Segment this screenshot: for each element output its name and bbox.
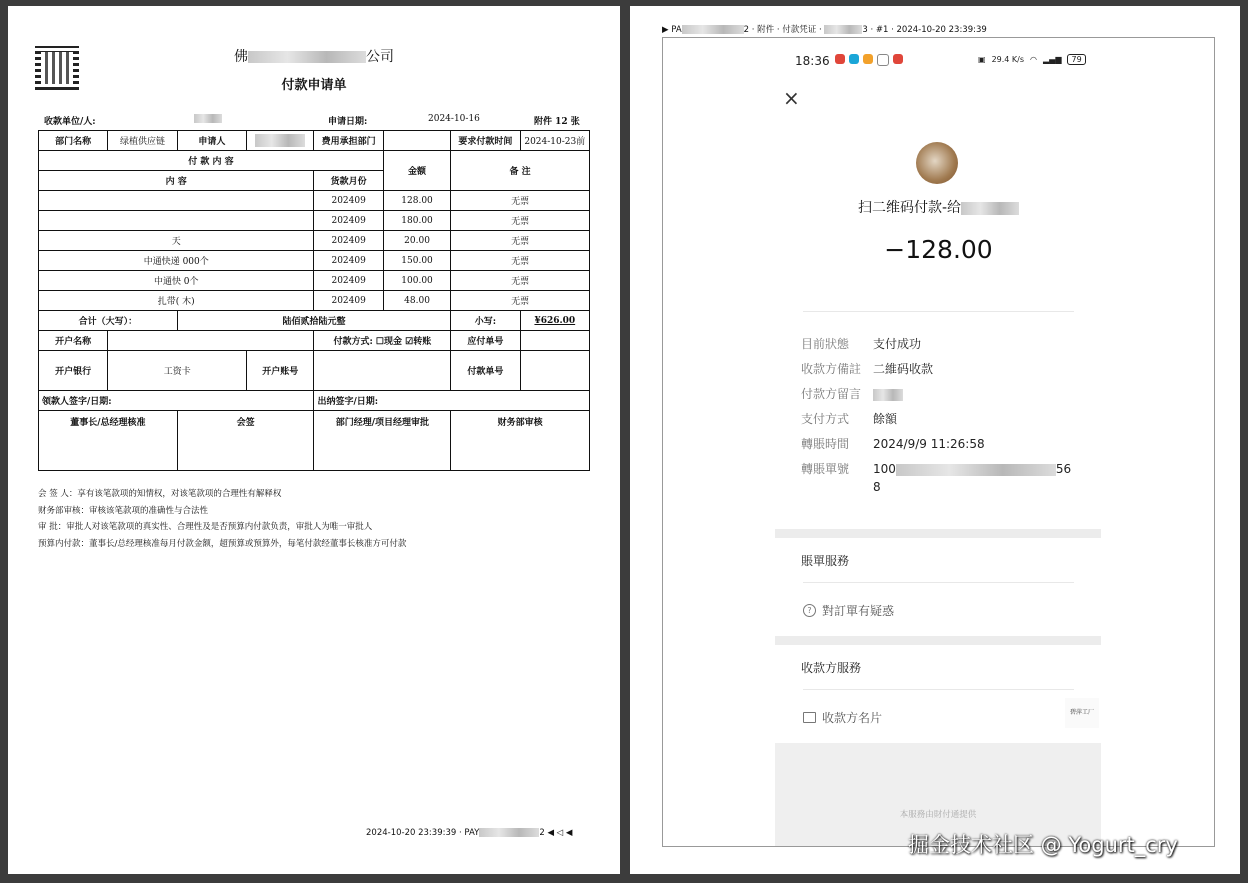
table-row — [39, 291, 590, 311]
status-right — [978, 54, 1086, 65]
detail-row — [801, 335, 921, 352]
redacted-company — [248, 51, 366, 63]
provider-note: 本服務由財付通提供 — [899, 810, 977, 820]
bank-label: 开户银行 — [39, 351, 108, 391]
note-line: 审 批：审批人对该笔款项的真实性、合理性及是否预算内付款负责，审批人为唯一审批人 — [38, 522, 373, 532]
redacted-header-id2 — [824, 25, 862, 34]
item-remark: 无票 — [451, 291, 590, 311]
battery-icon: 79 — [1067, 54, 1085, 65]
redacted-payee — [194, 114, 222, 123]
divider — [803, 689, 1074, 690]
cost-dept-label: 费用承担部门 — [314, 131, 383, 151]
item-name — [39, 191, 314, 211]
item-remark: 无票 — [451, 251, 590, 271]
apply-date-label: 申请日期: — [328, 117, 368, 127]
table-row — [39, 271, 590, 291]
payable-no-label: 应付单号 — [451, 331, 520, 351]
pay-no-label: 付款单号 — [451, 351, 520, 391]
item-name: 中通快 0个 — [39, 271, 314, 291]
nfc-icon: ▣ — [978, 55, 986, 64]
item-month: 202409 — [314, 251, 383, 271]
detail-value: 2024/9/9 11:26:58 — [873, 437, 985, 451]
detail-key: 轉賬單號 — [801, 462, 850, 476]
detail-value: 二維码收款 — [873, 362, 934, 376]
bill-question-link[interactable] — [803, 602, 894, 619]
cash-label: 现金 — [384, 337, 403, 347]
footer-pay: PAY — [464, 828, 480, 838]
company-name — [8, 46, 620, 66]
item-amount: 128.00 — [383, 191, 450, 211]
redacted-applicant — [255, 134, 305, 147]
order-prefix: 100 — [873, 462, 896, 476]
account-name-value — [108, 331, 314, 351]
amount-header: 金额 — [383, 151, 450, 191]
detail-row — [801, 385, 903, 402]
approve-finance: 财务部审核 — [451, 411, 590, 471]
item-name — [39, 211, 314, 231]
close-icon[interactable]: × — [783, 86, 800, 110]
item-amount: 150.00 — [383, 251, 450, 271]
redacted-message — [873, 389, 903, 401]
item-month: 202409 — [314, 271, 383, 291]
dept-label: 部门名称 — [39, 131, 108, 151]
content-header: 付 款 内 容 — [39, 151, 384, 171]
item-name: 天 — [39, 231, 314, 251]
divider — [803, 582, 1074, 583]
merchant-logo: 碧萍工厂 — [1065, 698, 1099, 728]
small-label: 小写: — [451, 311, 520, 331]
detail-row — [801, 435, 985, 452]
doc-title: 付款申请单 — [281, 78, 347, 93]
total-words: 陆佰贰拾陆元整 — [177, 311, 450, 331]
item-remark: 无票 — [451, 231, 590, 251]
app-icon — [893, 54, 903, 64]
header-pay: ▶ PA — [662, 25, 682, 35]
watermark: 掘金技术社区 @ Yogurt_cry — [908, 833, 1178, 857]
item-month: 202409 — [314, 291, 383, 311]
item-remark: 无票 — [451, 271, 590, 291]
remark-header: 备 注 — [451, 151, 590, 191]
item-remark: 无票 — [451, 211, 590, 231]
transfer-label: 转账 — [413, 337, 432, 347]
order-tail: 56 — [1055, 462, 1072, 476]
item-month: 202409 — [314, 191, 383, 211]
question-icon: ? — [803, 604, 816, 617]
detail-key: 收款方備註 — [801, 362, 862, 376]
payment-request-page — [8, 6, 620, 874]
payable-no-value — [520, 331, 589, 351]
item-remark: 无票 — [451, 191, 590, 211]
item-month: 202409 — [314, 231, 383, 251]
redacted-order — [896, 464, 1056, 476]
header-rest: 2 · 附件 · 付款凭证 · — [743, 25, 825, 35]
payee-service-title: 收款方服務 — [801, 661, 862, 675]
status-app-icons — [835, 54, 903, 66]
wifi-icon: ◠ — [1030, 55, 1038, 64]
app-icon — [849, 54, 859, 64]
card-icon — [803, 712, 816, 723]
account-name-label: 开户名称 — [39, 331, 108, 351]
header-tail: 3 · #1 · 2024-10-20 23:39:39 — [862, 25, 987, 35]
footer-time: 2024-10-20 23:39:39 — [366, 828, 457, 838]
item-name: 中通快递 000个 — [39, 251, 314, 271]
approve-countersign: 会签 — [177, 411, 314, 471]
payment-form-table — [38, 130, 590, 471]
detail-row — [801, 410, 897, 427]
payee-card-label: 收款方名片 — [822, 711, 883, 725]
account-no-value — [314, 351, 451, 391]
approve-ceo: 董事长/总经理核准 — [39, 411, 178, 471]
transfer-checkbox: ☑ — [405, 337, 414, 347]
pay-method — [314, 331, 451, 351]
section-band — [775, 529, 1101, 538]
detail-value: 支付成功 — [873, 337, 922, 351]
detail-key: 支付方式 — [801, 412, 850, 426]
month-header: 货款月份 — [314, 171, 383, 191]
bill-service-title: 賬單服務 — [801, 554, 850, 568]
item-amount: 20.00 — [383, 231, 450, 251]
detail-key: 目前狀態 — [801, 337, 850, 351]
detail-key: 轉賬時間 — [801, 437, 850, 451]
due-label: 要求付款时间 — [451, 131, 520, 151]
order-line2: 8 — [873, 480, 881, 494]
payee-card-link[interactable] — [803, 709, 882, 726]
table-row — [39, 211, 590, 231]
total-label: 合计（大写）： — [39, 311, 178, 331]
item-month: 202409 — [314, 211, 383, 231]
note-line: 会 签 人：享有该笔款项的知情权，对该笔款项的合理性有解释权 — [38, 489, 282, 499]
item-amount: 100.00 — [383, 271, 450, 291]
payee-label: 收款单位/人: — [44, 117, 96, 127]
cashier-sign: 出纳签字/日期: — [314, 391, 590, 411]
cash-checkbox: ☐ — [375, 337, 384, 347]
detail-row — [801, 360, 933, 377]
app-icon — [835, 54, 845, 64]
note-line: 财务部审核：审核该笔款项的准确性与合法性 — [38, 505, 209, 516]
bank-value: 工资卡 — [108, 351, 247, 391]
redacted-header-id — [682, 25, 744, 34]
applicant-value — [247, 131, 314, 151]
detail-row — [801, 460, 1083, 496]
footer-tail: 2 ◀ ◁ ◀ — [539, 828, 573, 838]
section-band — [775, 636, 1101, 645]
phone-screenshot — [662, 37, 1215, 847]
speed-readout: 29.4 K/s — [991, 55, 1025, 64]
merchant-title — [663, 197, 1214, 217]
small-value: ¥626.00 — [520, 311, 589, 331]
merchant-prefix: 扫二维码付款-给 — [857, 200, 962, 216]
detail-value: 餘額 — [873, 412, 898, 426]
table-row — [39, 251, 590, 271]
item-name: 扎带( 木) — [39, 291, 314, 311]
redacted-pay-id — [479, 828, 539, 837]
divider — [803, 311, 1074, 312]
signal-icon: ▂▄▆ — [1043, 55, 1062, 64]
pay-no-value — [520, 351, 589, 391]
app-icon — [877, 54, 889, 66]
voucher-header — [662, 23, 987, 35]
approve-manager: 部门经理/项目经理审批 — [314, 411, 451, 471]
payment-amount: −128.00 — [884, 235, 993, 264]
notes — [38, 486, 406, 552]
bill-question-label: 對訂單有疑惑 — [822, 604, 895, 618]
account-no-label: 开户账号 — [247, 351, 314, 391]
merchant-avatar — [916, 142, 958, 184]
table-row — [39, 191, 590, 211]
pay-method-label: 付款方式: — [333, 337, 373, 347]
note-line: 预算内付款：董事长/总经理核准每月付款金额，超预算或预算外，每笔付款经董事长核准方可付款 — [38, 538, 407, 549]
app-icon — [863, 54, 873, 64]
detail-key: 付款方留言 — [801, 387, 862, 401]
redacted-merchant — [961, 202, 1019, 215]
order-number — [873, 460, 1083, 496]
status-time: 18:36 — [795, 54, 830, 68]
item-amount: 180.00 — [383, 211, 450, 231]
company-suffix: 公司 — [366, 49, 394, 65]
item-header: 内 容 — [39, 171, 314, 191]
item-amount: 48.00 — [383, 291, 450, 311]
left-footer: 2024-10-20 23:39:39 · PAY 2 ◀ ◁ ◀ — [366, 828, 573, 838]
attachments-count: 附件 12 张 — [534, 117, 580, 127]
receiver-sign: 领款人签字/日期: — [39, 391, 314, 411]
company-prefix: 佛 — [234, 49, 248, 65]
applicant-label: 申请人 — [177, 131, 246, 151]
cost-dept-value — [383, 131, 450, 151]
dept-value: 绿植供应链 — [108, 131, 177, 151]
due-value: 2024-10-23前 — [520, 131, 589, 151]
apply-date: 2024-10-16 — [428, 114, 480, 124]
table-row — [39, 231, 590, 251]
payment-voucher-page — [630, 6, 1240, 874]
